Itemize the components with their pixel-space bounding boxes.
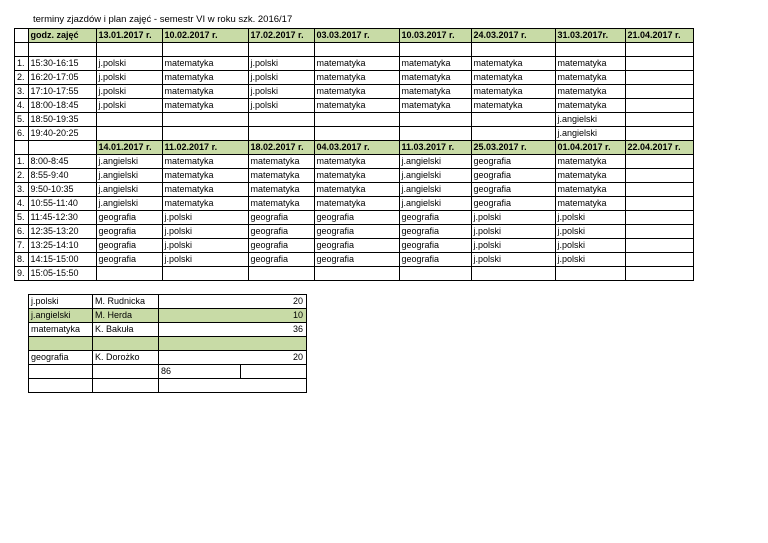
- table-row: [15, 85, 694, 99]
- time-slot: 18:00-18:45: [28, 99, 96, 113]
- subject-cell: j.polski: [162, 211, 248, 225]
- summary-teacher: M. Herda: [93, 309, 159, 323]
- subject-cell: matematyka: [314, 71, 399, 85]
- header-date: 24.03.2017 r.: [471, 29, 555, 43]
- subject-cell: matematyka: [314, 99, 399, 113]
- subject-cell: j.polski: [248, 85, 314, 99]
- time-slot: 18:50-19:35: [28, 113, 96, 127]
- table-row: [15, 155, 694, 169]
- summary-row: [29, 309, 307, 323]
- subject-cell: [248, 127, 314, 141]
- subject-cell: [248, 267, 314, 281]
- empty-cell: [28, 43, 96, 57]
- summary-row: [29, 295, 307, 309]
- subject-cell: [96, 127, 162, 141]
- empty-cell: [96, 43, 162, 57]
- subject-cell: matematyka: [314, 183, 399, 197]
- header-date: 21.04.2017 r.: [625, 29, 693, 43]
- row-number: 1.: [15, 57, 29, 71]
- row-number: 6.: [15, 127, 29, 141]
- subject-cell: [162, 113, 248, 127]
- time-slot: 13:25-14:10: [28, 239, 96, 253]
- subject-cell: j.angielski: [555, 113, 625, 127]
- header-blank: [15, 29, 29, 43]
- row-number: 3.: [15, 85, 29, 99]
- header-date: 25.03.2017 r.: [471, 141, 555, 155]
- header-date: 04.03.2017 r.: [314, 141, 399, 155]
- summary-total: 86: [159, 365, 241, 379]
- subject-cell: matematyka: [555, 197, 625, 211]
- subject-cell: geografia: [314, 211, 399, 225]
- subject-cell: geografia: [399, 239, 471, 253]
- subject-cell: [555, 267, 625, 281]
- header-date: 03.03.2017 r.: [314, 29, 399, 43]
- subject-cell: matematyka: [555, 183, 625, 197]
- subject-cell: [314, 127, 399, 141]
- empty-cell: [248, 43, 314, 57]
- row-number: 1.: [15, 155, 29, 169]
- subject-cell: matematyka: [555, 57, 625, 71]
- summary-subject: j.angielski: [29, 309, 93, 323]
- schedule-table: [14, 28, 694, 281]
- time-slot: 15:05-15:50: [28, 267, 96, 281]
- subject-cell: [625, 99, 693, 113]
- subject-cell: geografia: [96, 225, 162, 239]
- header-date: 10.03.2017 r.: [399, 29, 471, 43]
- row-number: 3.: [15, 183, 29, 197]
- subject-cell: [399, 267, 471, 281]
- subject-cell: matematyka: [162, 183, 248, 197]
- subject-cell: matematyka: [162, 85, 248, 99]
- header-row: [15, 141, 694, 155]
- row-number: 8.: [15, 253, 29, 267]
- header-date: 31.03.2017r.: [555, 29, 625, 43]
- subject-cell: [248, 113, 314, 127]
- subject-cell: matematyka: [162, 71, 248, 85]
- time-slot: 11:45-12:30: [28, 211, 96, 225]
- summary-subject: matematyka: [29, 323, 93, 337]
- summary-teacher: M. Rudnicka: [93, 295, 159, 309]
- subject-cell: matematyka: [399, 71, 471, 85]
- subject-cell: matematyka: [555, 85, 625, 99]
- subject-cell: [625, 169, 693, 183]
- subject-cell: [625, 85, 693, 99]
- header-date: 13.01.2017 r.: [96, 29, 162, 43]
- empty-cell: [399, 43, 471, 57]
- subject-cell: [625, 71, 693, 85]
- subject-cell: [314, 113, 399, 127]
- subject-cell: [471, 267, 555, 281]
- time-slot: 14:15-15:00: [28, 253, 96, 267]
- subject-cell: j.polski: [471, 211, 555, 225]
- subject-cell: [471, 127, 555, 141]
- time-slot: 12:35-13:20: [28, 225, 96, 239]
- subject-cell: [625, 239, 693, 253]
- subject-cell: geografia: [471, 155, 555, 169]
- table-row: [15, 71, 694, 85]
- subject-cell: j.polski: [471, 239, 555, 253]
- subject-cell: matematyka: [314, 169, 399, 183]
- subject-cell: [162, 267, 248, 281]
- subject-cell: geografia: [399, 225, 471, 239]
- subject-cell: geografia: [471, 183, 555, 197]
- subject-cell: [625, 57, 693, 71]
- subject-cell: [625, 225, 693, 239]
- table-row: [15, 197, 694, 211]
- subject-cell: matematyka: [399, 57, 471, 71]
- row-number: 4.: [15, 99, 29, 113]
- subject-cell: geografia: [471, 197, 555, 211]
- subject-cell: matematyka: [471, 71, 555, 85]
- time-slot: 9:50-10:35: [28, 183, 96, 197]
- header-date: 14.01.2017 r.: [96, 141, 162, 155]
- empty-cell: [29, 379, 93, 393]
- subject-cell: geografia: [314, 225, 399, 239]
- page-title: terminy zjazdów i plan zajęć - semestr VI w roku szk. 2016/17: [33, 14, 293, 25]
- empty-cell: [625, 43, 693, 57]
- table-row: [15, 183, 694, 197]
- header-date: 11.02.2017 r.: [162, 141, 248, 155]
- subject-cell: j.angielski: [96, 197, 162, 211]
- subject-cell: [625, 253, 693, 267]
- subject-cell: matematyka: [162, 99, 248, 113]
- subject-cell: matematyka: [314, 85, 399, 99]
- header-time: godz. zajęć: [28, 29, 96, 43]
- subject-cell: matematyka: [471, 85, 555, 99]
- summary-subject: geografia: [29, 351, 93, 365]
- empty-cell: [159, 379, 307, 393]
- subject-cell: matematyka: [314, 155, 399, 169]
- subject-cell: j.polski: [96, 99, 162, 113]
- subject-cell: j.polski: [555, 253, 625, 267]
- summary-hours: 20: [159, 351, 307, 365]
- time-slot: 19:40-20:25: [28, 127, 96, 141]
- subject-cell: j.angielski: [399, 183, 471, 197]
- empty-cell: [555, 43, 625, 57]
- subject-cell: j.polski: [162, 225, 248, 239]
- subject-cell: [625, 183, 693, 197]
- subject-cell: matematyka: [555, 169, 625, 183]
- empty-cell: [314, 43, 399, 57]
- table-row: [15, 239, 694, 253]
- header-date: 11.03.2017 r.: [399, 141, 471, 155]
- empty-cell: [471, 43, 555, 57]
- empty-cell: [93, 365, 159, 379]
- subject-cell: geografia: [314, 253, 399, 267]
- table-row: [15, 113, 694, 127]
- subject-cell: j.polski: [555, 211, 625, 225]
- table-row: [15, 127, 694, 141]
- subject-cell: matematyka: [314, 57, 399, 71]
- header-date: 18.02.2017 r.: [248, 141, 314, 155]
- subject-cell: matematyka: [555, 99, 625, 113]
- summary-total-row: [29, 365, 307, 379]
- header-blank: [28, 141, 96, 155]
- empty-cell: [241, 365, 307, 379]
- subject-cell: [162, 127, 248, 141]
- subject-cell: matematyka: [162, 197, 248, 211]
- subject-cell: matematyka: [248, 183, 314, 197]
- summary-row: [29, 351, 307, 365]
- subject-cell: [471, 113, 555, 127]
- table-row: [15, 253, 694, 267]
- subject-cell: matematyka: [248, 169, 314, 183]
- hours-summary-table: [28, 294, 307, 393]
- subject-cell: matematyka: [248, 155, 314, 169]
- time-slot: 8:55-9:40: [28, 169, 96, 183]
- subject-cell: geografia: [96, 239, 162, 253]
- summary-row: [29, 323, 307, 337]
- subject-cell: [625, 267, 693, 281]
- subject-cell: j.angielski: [96, 183, 162, 197]
- subject-cell: j.angielski: [399, 169, 471, 183]
- empty-cell: [162, 43, 248, 57]
- header-date: 17.02.2017 r.: [248, 29, 314, 43]
- summary-hours: 20: [159, 295, 307, 309]
- subject-cell: j.polski: [248, 71, 314, 85]
- subject-cell: j.angielski: [399, 155, 471, 169]
- time-slot: 8:00-8:45: [28, 155, 96, 169]
- subject-cell: matematyka: [162, 169, 248, 183]
- summary-row: [29, 337, 307, 351]
- subject-cell: [625, 155, 693, 169]
- subject-cell: [625, 211, 693, 225]
- subject-cell: matematyka: [555, 155, 625, 169]
- subject-cell: [625, 113, 693, 127]
- subject-cell: j.polski: [248, 99, 314, 113]
- empty-cell: [93, 379, 159, 393]
- subject-cell: j.polski: [555, 225, 625, 239]
- subject-cell: j.polski: [162, 239, 248, 253]
- subject-cell: matematyka: [399, 99, 471, 113]
- subject-cell: j.polski: [96, 71, 162, 85]
- table-row: [15, 211, 694, 225]
- header-row: [15, 29, 694, 43]
- summary-teacher: K. Bakuła: [93, 323, 159, 337]
- table-row: [15, 57, 694, 71]
- subject-cell: [399, 127, 471, 141]
- subject-cell: j.polski: [96, 85, 162, 99]
- header-date: 01.04.2017 r.: [555, 141, 625, 155]
- header-blank: [15, 141, 29, 155]
- subject-cell: geografia: [96, 211, 162, 225]
- subject-cell: geografia: [248, 211, 314, 225]
- summary-teacher: K. Dorożko: [93, 351, 159, 365]
- row-number: 5.: [15, 211, 29, 225]
- subject-cell: matematyka: [162, 155, 248, 169]
- time-slot: 15:30-16:15: [28, 57, 96, 71]
- subject-cell: [96, 267, 162, 281]
- subject-cell: [314, 267, 399, 281]
- summary-teacher: [93, 337, 159, 351]
- subject-cell: j.angielski: [399, 197, 471, 211]
- table-row: [15, 169, 694, 183]
- subject-cell: matematyka: [471, 99, 555, 113]
- table-row: [15, 99, 694, 113]
- summary-subject: [29, 337, 93, 351]
- subject-cell: geografia: [248, 253, 314, 267]
- subject-cell: geografia: [248, 225, 314, 239]
- subject-cell: matematyka: [471, 57, 555, 71]
- subject-cell: j.polski: [471, 253, 555, 267]
- subject-cell: matematyka: [555, 71, 625, 85]
- summary-hours: 36: [159, 323, 307, 337]
- row-number: 5.: [15, 113, 29, 127]
- subject-cell: j.angielski: [555, 127, 625, 141]
- subject-cell: geografia: [471, 169, 555, 183]
- row-number: 6.: [15, 225, 29, 239]
- subject-cell: j.angielski: [96, 169, 162, 183]
- subject-cell: j.polski: [555, 239, 625, 253]
- summary-hours: [159, 337, 307, 351]
- subject-cell: [625, 197, 693, 211]
- subject-cell: [625, 127, 693, 141]
- table-row: [15, 225, 694, 239]
- row-number: 4.: [15, 197, 29, 211]
- subject-cell: j.polski: [471, 225, 555, 239]
- subject-cell: j.angielski: [96, 155, 162, 169]
- subject-cell: j.polski: [248, 57, 314, 71]
- header-date: 10.02.2017 r.: [162, 29, 248, 43]
- summary-hours: 10: [159, 309, 307, 323]
- time-slot: 16:20-17:05: [28, 71, 96, 85]
- row-number: 2.: [15, 71, 29, 85]
- subject-cell: [399, 113, 471, 127]
- subject-cell: geografia: [96, 253, 162, 267]
- subject-cell: j.polski: [96, 57, 162, 71]
- summary-subject: j.polski: [29, 295, 93, 309]
- row-number: 7.: [15, 239, 29, 253]
- subject-cell: matematyka: [248, 197, 314, 211]
- time-slot: 10:55-11:40: [28, 197, 96, 211]
- subject-cell: matematyka: [162, 57, 248, 71]
- header-date: 22.04.2017 r.: [625, 141, 693, 155]
- subject-cell: geografia: [399, 253, 471, 267]
- table-row: [15, 267, 694, 281]
- subject-cell: matematyka: [399, 85, 471, 99]
- row-number: 2.: [15, 169, 29, 183]
- spacer-row: [15, 43, 694, 57]
- subject-cell: geografia: [399, 211, 471, 225]
- subject-cell: geografia: [314, 239, 399, 253]
- subject-cell: [96, 113, 162, 127]
- empty-cell: [29, 365, 93, 379]
- spacer-row: [29, 379, 307, 393]
- subject-cell: matematyka: [314, 197, 399, 211]
- empty-cell: [15, 43, 29, 57]
- row-number: 9.: [15, 267, 29, 281]
- subject-cell: geografia: [248, 239, 314, 253]
- time-slot: 17:10-17:55: [28, 85, 96, 99]
- subject-cell: j.polski: [162, 253, 248, 267]
